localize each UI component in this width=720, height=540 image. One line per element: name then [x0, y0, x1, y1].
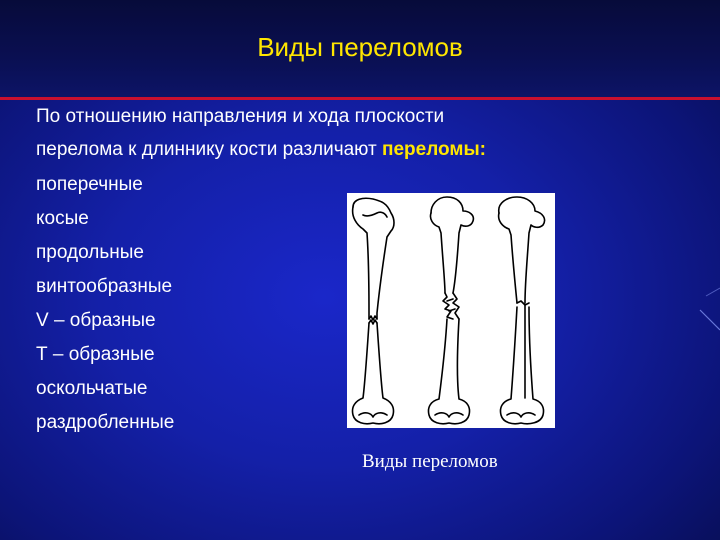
list-item-comminuted: оскольчатые	[36, 378, 148, 399]
figure-caption: Виды переломов	[362, 451, 498, 472]
list-item-longitudinal: продольные	[36, 242, 144, 263]
list-item-crushed: раздробленные	[36, 412, 175, 433]
intro-line-2-prefix: перелома к длиннику кости различают	[36, 139, 382, 160]
slide-title: Виды переломов	[257, 32, 463, 62]
list-item-oblique: косые	[36, 208, 89, 229]
list-item-v-shaped: V – образные	[36, 310, 156, 331]
list-item-transverse: поперечные	[36, 174, 143, 195]
list-item-spiral: винтообразные	[36, 276, 173, 297]
intro-line-2-bold: переломы:	[382, 139, 486, 160]
list-item-t-shaped: Т – образные	[36, 344, 155, 365]
intro-line-1: По отношению направления и хода плоскости	[36, 106, 445, 127]
